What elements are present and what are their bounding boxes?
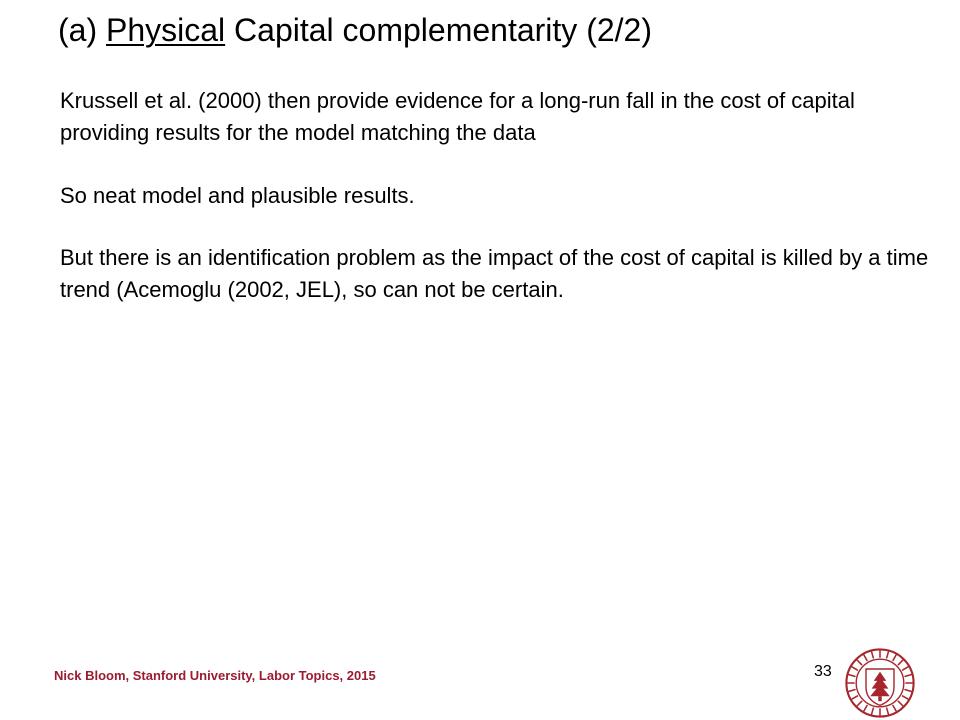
paragraph-neat-model: So neat model and plausible results. xyxy=(60,183,415,208)
footer-credit: Nick Bloom, Stanford University, Labor Topics, 2015 xyxy=(54,668,376,683)
stanford-seal-icon xyxy=(845,648,915,718)
paragraph-krussell: Krussell et al. (2000) then provide evidence for a long-run fall in the cost of capital providing results for the model matching the data xyxy=(60,88,855,145)
slide-title xyxy=(58,10,652,50)
title-underlined-word: Physical xyxy=(106,12,226,48)
page-number: 33 xyxy=(814,663,832,680)
title-suffix: Capital complementarity (2/2) xyxy=(225,12,652,48)
paragraph-identification: But there is an identification problem as the impact of the cost of capital is killed by a time trend (Acemoglu (2002, JEL), so can not be certain. xyxy=(60,245,929,302)
title-prefix: (a) xyxy=(58,12,106,48)
